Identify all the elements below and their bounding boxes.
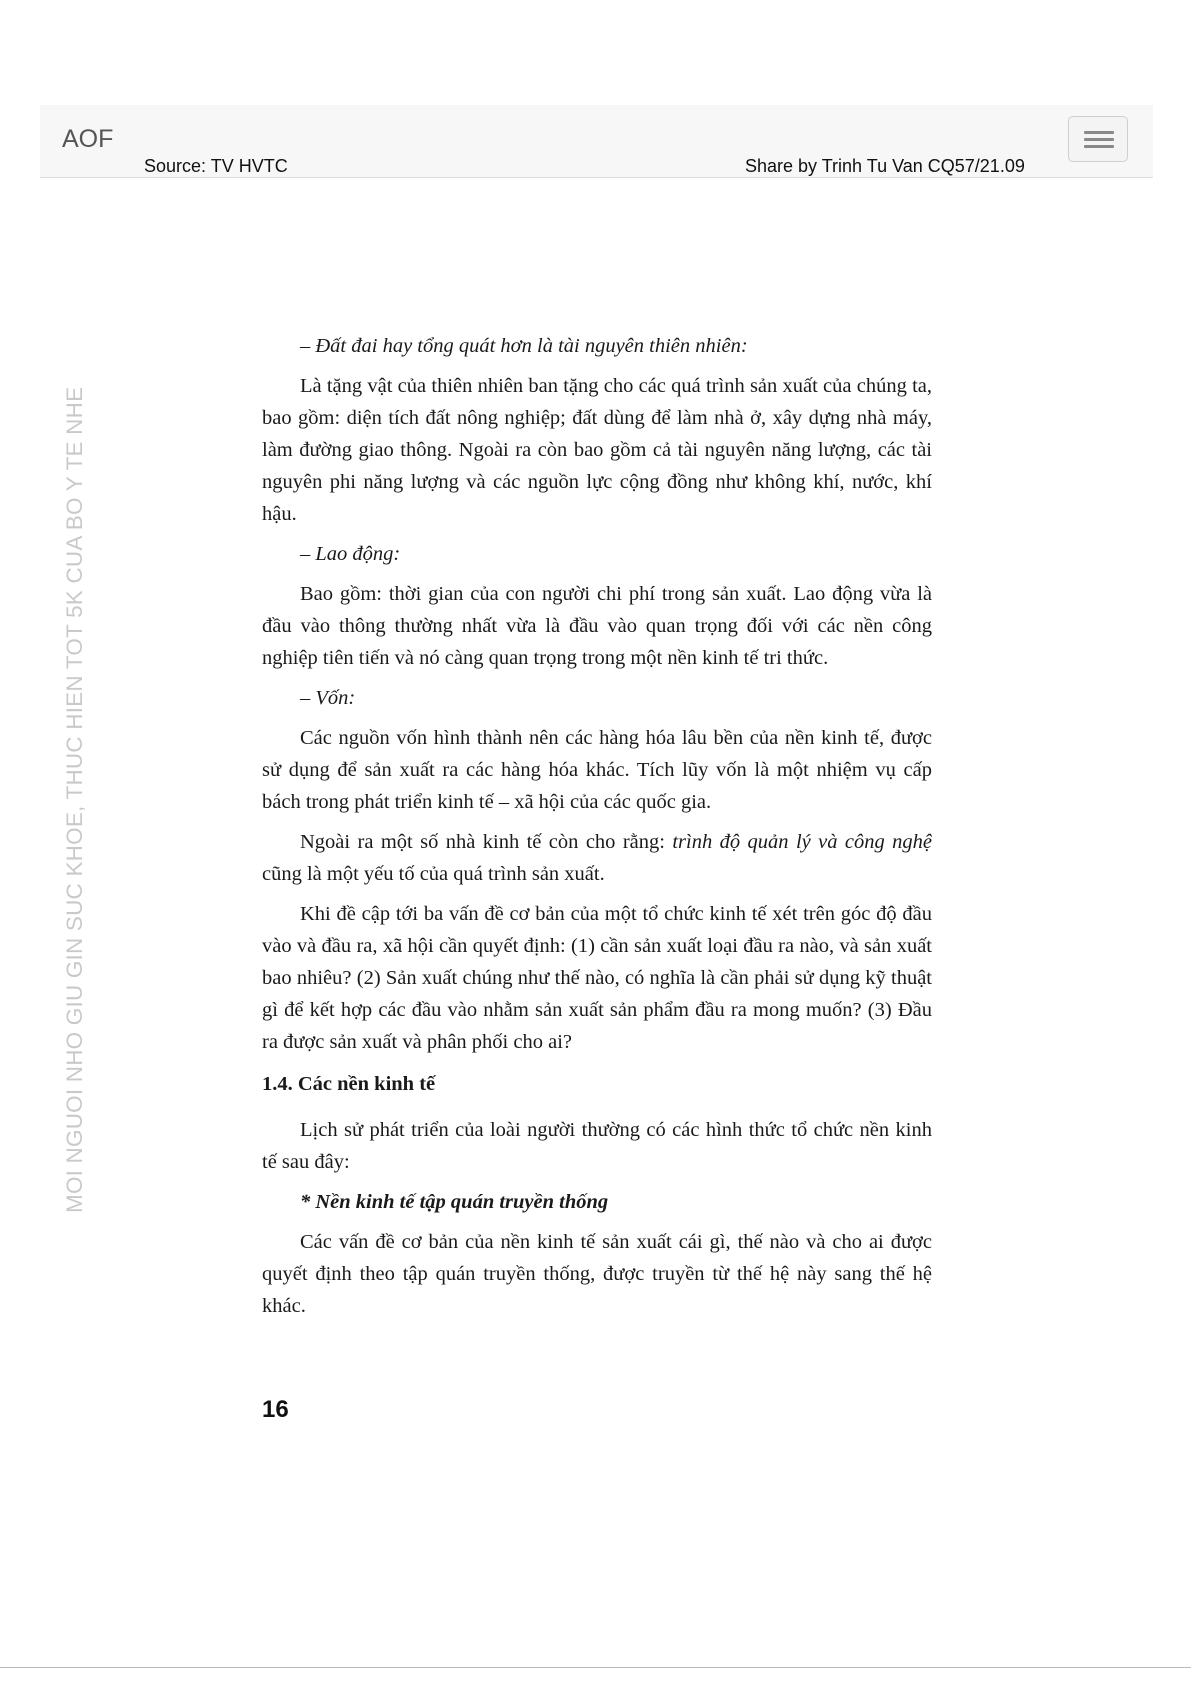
source-label: Source: TV HVTC	[144, 156, 288, 176]
heading-labor: – Lao động:	[300, 543, 401, 565]
heading-capital: – Vốn:	[300, 687, 356, 709]
paragraph-land: Là tặng vật của thiên nhiên ban tặng cho các quá trình sản xuất của chúng ta, bao gồm: diện tích đất nông nghiệp; đất dùng để làm nhà ở, xây dựng nhà máy, làm đường giao thông. Ngoài ra còn bao gồm cả tài nguyên năng lượng, các tài nguyên phi năng lượng và các nguồn lực cộng đồng như không khí, nước, khí hậu.	[262, 375, 932, 525]
paragraph-labor: Bao gồm: thời gian của con người chi phí trong sản xuất. Lao động vừa là đầu vào thông thường nhất vừa là đầu vào quan trọng đối với các nền công nghiệp tiên tiến và nó càng quan trọng trong một nền kinh tế tri thức.	[262, 583, 932, 669]
text-span: Ngoài ra một số nhà kinh tế còn cho rằng:	[300, 831, 673, 853]
hamburger-menu-icon-bar	[1084, 138, 1114, 141]
emphasis-text: trình độ quản lý và công nghệ	[672, 831, 932, 853]
section-heading: 1.4. Các nền kinh tế	[262, 1073, 436, 1095]
bottom-divider	[0, 1667, 1191, 1668]
paragraph-traditional-economy: Các vấn đề cơ bản của nền kinh tế sản xuất cái gì, thế nào và cho ai được quyết định theo tập quán truyền thống, được truyền từ thế hệ này sang thế hệ khác.	[262, 1231, 932, 1317]
header-bar	[40, 105, 1153, 178]
share-label: Share by Trinh Tu Van CQ57/21.09	[745, 156, 1025, 176]
brand-logo-text[interactable]: AOF	[62, 125, 114, 153]
vertical-watermark: MOI NGUOI NHO GIU GIN SUC KHOE, THUC HIEN TOT 5K CUA BO Y TE NHE	[62, 386, 87, 1213]
paragraph-capital: Các nguồn vốn hình thành nên các hàng hóa lâu bền của nền kinh tế, được sử dụng để sản xuất ra các hàng hóa khác. Tích lũy vốn là một nhiệm vụ cấp bách trong phát triển kinh tế – xã hội của các quốc gia.	[262, 727, 932, 813]
hamburger-menu-icon-bar	[1084, 145, 1114, 148]
hamburger-menu-button[interactable]	[1068, 116, 1128, 162]
subheading-traditional-economy: * Nền kinh tế tập quán truyền thống	[300, 1191, 609, 1213]
text-span: cũng là một yếu tố của quá trình sản xuất.	[262, 863, 605, 885]
hamburger-menu-icon	[1084, 131, 1114, 134]
page-content	[262, 330, 932, 1330]
heading-land: – Đất đai hay tổng quát hơn là tài nguyên thiên nhiên:	[300, 335, 748, 357]
paragraph-three-questions: Khi đề cập tới ba vấn đề cơ bản của một tổ chức kinh tế xét trên góc độ đầu vào và đầu ra, xã hội cần quyết định: (1) cần sản xuất loại đầu ra nào, và sản xuất bao nhiêu? (2) Sản xuất chúng như thế nào, có nghĩa là cần phải sử dụng kỹ thuật gì để kết hợp các đầu vào nhằm sản xuất sản phẩm đầu ra mong muốn? (3) Đầu ra được sản xuất và phân phối cho ai?	[262, 903, 932, 1053]
paragraph-management	[262, 826, 932, 890]
page-number: 16	[262, 1396, 289, 1423]
paragraph-history: Lịch sử phát triển của loài người thường có các hình thức tổ chức nền kinh tế sau đây:	[262, 1119, 932, 1173]
